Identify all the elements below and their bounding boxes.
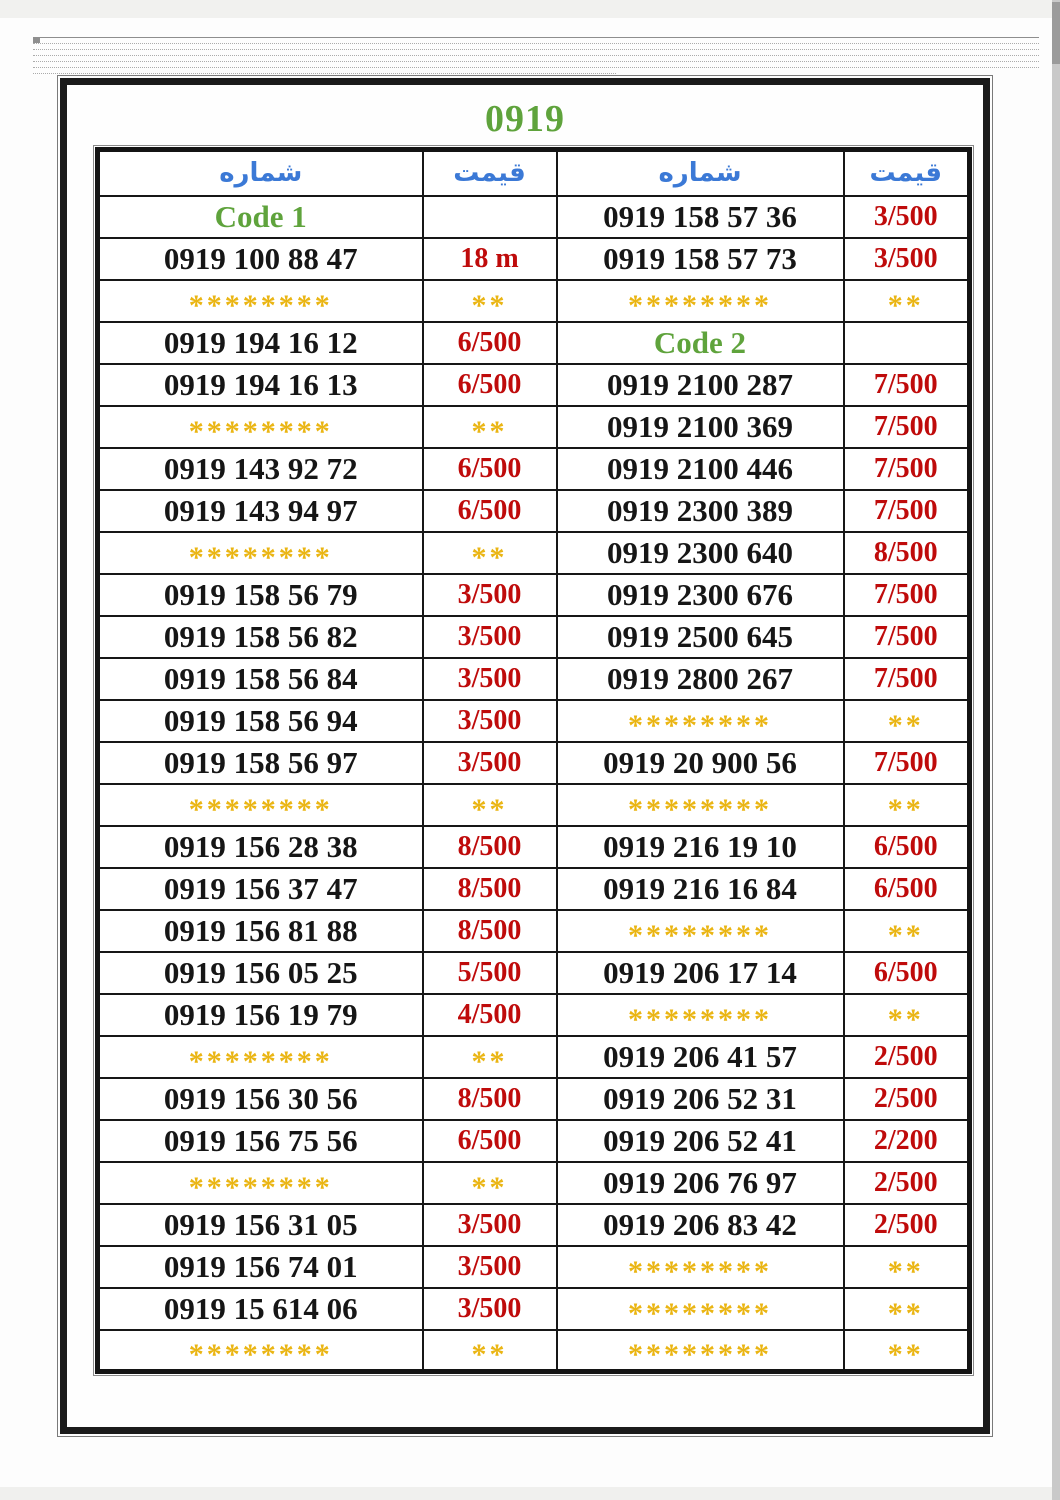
phone-number-cell-text: 0919 206 52 31 xyxy=(603,1081,797,1116)
separator-stars-cell xyxy=(423,532,557,574)
phone-number-cell xyxy=(98,322,423,364)
table-row xyxy=(98,616,970,658)
separator-stars-cell xyxy=(557,1330,844,1372)
table-row xyxy=(98,406,970,448)
separator-stars-cell xyxy=(844,1288,970,1330)
table-row xyxy=(98,1036,970,1078)
price-cell xyxy=(423,616,557,658)
price-cell xyxy=(423,658,557,700)
phone-number-cell xyxy=(557,658,844,700)
phone-number-cell xyxy=(98,490,423,532)
phone-number-cell-text: 0919 206 17 14 xyxy=(603,955,797,990)
price-cell-text: 7/500 xyxy=(873,746,938,778)
separator-stars-cell-text: ******** xyxy=(188,792,333,826)
viewer-bottom-margin-band xyxy=(0,1487,1060,1500)
document-frame xyxy=(60,78,990,1434)
phone-number-cell-text: 0919 143 94 97 xyxy=(163,493,358,528)
table-row xyxy=(98,364,970,406)
phone-number-cell xyxy=(98,994,423,1036)
table-row xyxy=(98,742,970,784)
price-cell xyxy=(423,1288,557,1330)
price-cell-text: 2/500 xyxy=(873,1082,938,1114)
phone-number-cell-text: 0919 143 92 72 xyxy=(163,451,358,486)
table-row xyxy=(98,784,970,826)
empty-cell xyxy=(423,196,557,238)
phone-number-cell-text: 0919 156 28 38 xyxy=(163,829,358,864)
phone-number-cell xyxy=(557,1036,844,1078)
price-cell xyxy=(423,1078,557,1120)
phone-number-cell xyxy=(98,952,423,994)
phone-number-cell-text: 0919 156 31 05 xyxy=(163,1207,358,1242)
table-row xyxy=(98,238,970,280)
price-cell xyxy=(844,574,970,616)
separator-stars-cell xyxy=(423,1036,557,1078)
phone-number-cell-text: 0919 15 614 06 xyxy=(163,1291,358,1326)
price-cell-text: 18 m xyxy=(460,242,519,274)
separator-stars-cell xyxy=(557,910,844,952)
price-cell xyxy=(423,574,557,616)
separator-stars-cell xyxy=(423,1330,557,1372)
phone-number-cell xyxy=(98,1078,423,1120)
price-cell-text: 3/500 xyxy=(457,662,522,694)
price-cell-text: 3/500 xyxy=(457,1292,522,1324)
phone-number-cell xyxy=(557,1162,844,1204)
price-cell xyxy=(423,238,557,280)
price-cell xyxy=(423,868,557,910)
price-cell-text: 7/500 xyxy=(873,578,938,610)
price-cell-text: 7/500 xyxy=(873,494,938,526)
price-cell xyxy=(844,658,970,700)
price-cell-text: 8/500 xyxy=(457,872,522,904)
phone-number-cell xyxy=(557,826,844,868)
price-cell-text: 8/500 xyxy=(457,914,522,946)
price-cell-text: 7/500 xyxy=(873,410,938,442)
price-cell xyxy=(844,238,970,280)
phone-number-cell xyxy=(98,238,423,280)
phone-number-cell xyxy=(557,616,844,658)
phone-number-cell-text: 0919 158 57 73 xyxy=(603,241,797,276)
price-cell xyxy=(844,952,970,994)
phone-number-cell xyxy=(557,364,844,406)
header-number-col-right: شماره xyxy=(557,150,844,196)
phone-number-cell xyxy=(98,616,423,658)
price-cell xyxy=(844,1162,970,1204)
price-cell xyxy=(844,1078,970,1120)
separator-stars-cell xyxy=(844,1246,970,1288)
price-cell xyxy=(844,196,970,238)
separator-stars-cell xyxy=(844,994,970,1036)
price-cell xyxy=(423,490,557,532)
price-cell xyxy=(844,490,970,532)
price-cell xyxy=(423,448,557,490)
price-cell-text: 6/500 xyxy=(873,956,938,988)
table-row xyxy=(98,910,970,952)
phone-number-cell xyxy=(98,448,423,490)
separator-stars-cell xyxy=(557,784,844,826)
phone-number-cell-text: 0919 156 75 56 xyxy=(163,1123,358,1158)
separator-stars-cell-text: ******** xyxy=(188,540,333,574)
phone-number-cell xyxy=(98,868,423,910)
price-cell-text: 4/500 xyxy=(457,998,522,1030)
phone-number-cell-text: 0919 206 41 57 xyxy=(603,1039,797,1074)
separator-stars-cell xyxy=(98,1330,423,1372)
phone-number-cell-text: 0919 156 37 47 xyxy=(163,871,358,906)
price-cell xyxy=(844,532,970,574)
price-cell-text: 3/500 xyxy=(457,1250,522,1282)
price-cell xyxy=(423,952,557,994)
phone-number-cell xyxy=(557,952,844,994)
separator-stars-cell-text: ******** xyxy=(188,1044,333,1078)
phone-number-cell xyxy=(98,700,423,742)
separator-stars-cell-text: ** xyxy=(471,1170,508,1204)
separator-stars-cell-text: ******** xyxy=(628,288,772,322)
code-label-cell xyxy=(557,322,844,364)
price-cell xyxy=(423,1120,557,1162)
price-cell xyxy=(844,364,970,406)
separator-stars-cell xyxy=(844,280,970,322)
code-label-cell-text: Code 2 xyxy=(653,325,747,360)
price-cell-text: 8/500 xyxy=(457,830,522,862)
table-row xyxy=(98,952,970,994)
phone-number-cell-text: 0919 206 76 97 xyxy=(603,1165,797,1200)
price-cell-text: 6/500 xyxy=(457,494,522,526)
separator-stars-cell xyxy=(98,1036,423,1078)
separator-stars-cell xyxy=(98,280,423,322)
separator-stars-cell xyxy=(844,700,970,742)
viewer-top-margin-band xyxy=(0,0,1060,18)
header-price-col-right: قیمت xyxy=(844,150,970,196)
separator-stars-cell xyxy=(423,1162,557,1204)
phone-number-cell xyxy=(557,490,844,532)
separator-stars-cell-text: ******** xyxy=(628,1337,772,1371)
price-cell-text: 6/500 xyxy=(873,872,938,904)
phone-number-cell-text: 0919 100 88 47 xyxy=(163,241,358,276)
phone-number-cell xyxy=(98,364,423,406)
separator-stars-cell xyxy=(557,280,844,322)
price-cell-text: 8/500 xyxy=(873,536,938,568)
empty-cell xyxy=(844,322,970,364)
phone-number-cell xyxy=(557,406,844,448)
separator-stars-cell xyxy=(423,406,557,448)
phone-number-cell xyxy=(98,1204,423,1246)
phone-number-cell xyxy=(98,574,423,616)
separator-stars-cell-text: ******** xyxy=(188,1170,333,1204)
price-cell xyxy=(844,1036,970,1078)
table-row xyxy=(98,1288,970,1330)
phone-number-cell xyxy=(557,238,844,280)
phone-number-cell-text: 0919 2300 676 xyxy=(607,577,793,612)
separator-stars-cell-text: ******** xyxy=(628,1296,772,1330)
price-cell-text: 2/500 xyxy=(873,1166,938,1198)
phone-number-cell xyxy=(557,448,844,490)
separator-stars-cell-text: ******** xyxy=(628,918,772,952)
separator-stars-cell xyxy=(844,1330,970,1372)
price-cell xyxy=(423,1246,557,1288)
table-row xyxy=(98,280,970,322)
separator-stars-cell-text: ******** xyxy=(188,288,333,322)
price-cell xyxy=(423,910,557,952)
price-cell-text: 3/500 xyxy=(873,242,938,274)
phone-number-cell-text: 0919 158 56 94 xyxy=(163,703,358,738)
separator-stars-cell xyxy=(844,910,970,952)
table-row xyxy=(98,1246,970,1288)
price-cell-text: 6/500 xyxy=(457,368,522,400)
table-row xyxy=(98,322,970,364)
phone-number-cell-text: 0919 194 16 12 xyxy=(163,325,358,360)
price-table-body xyxy=(98,196,970,1372)
phone-number-cell xyxy=(98,1246,423,1288)
scrollbar[interactable] xyxy=(1052,0,1060,1500)
price-cell xyxy=(844,742,970,784)
separator-stars-cell-text: ** xyxy=(887,918,924,952)
separator-stars-cell-text: ** xyxy=(887,1337,924,1371)
price-cell xyxy=(844,448,970,490)
separator-stars-cell xyxy=(98,784,423,826)
phone-number-cell-text: 0919 194 16 13 xyxy=(163,367,358,402)
phone-number-cell-text: 0919 158 56 82 xyxy=(163,619,358,654)
price-cell xyxy=(844,1120,970,1162)
table-row xyxy=(98,574,970,616)
separator-stars-cell-text: ** xyxy=(471,792,508,826)
phone-number-cell-text: 0919 158 56 97 xyxy=(163,745,358,780)
separator-stars-cell-text: ** xyxy=(887,1254,924,1288)
phone-number-cell-text: 0919 2500 645 xyxy=(607,619,793,654)
price-cell xyxy=(423,700,557,742)
table-row xyxy=(98,532,970,574)
phone-number-cell-text: 0919 2300 389 xyxy=(607,493,793,528)
price-cell-text: 3/500 xyxy=(457,746,522,778)
price-cell-text: 5/500 xyxy=(457,956,522,988)
code-label-cell-text: Code 1 xyxy=(214,199,307,234)
price-cell-text: 2/500 xyxy=(873,1040,938,1072)
phone-number-cell-text: 0919 2100 287 xyxy=(607,367,793,402)
separator-stars-cell-text: ******** xyxy=(628,792,772,826)
phone-number-cell-text: 0919 2100 446 xyxy=(607,451,793,486)
artifact-mark xyxy=(33,37,40,43)
price-cell xyxy=(423,742,557,784)
scrollbar-thumb[interactable] xyxy=(1052,2,1060,64)
price-cell-text: 3/500 xyxy=(873,200,938,232)
phone-number-cell-text: 0919 156 05 25 xyxy=(163,955,358,990)
price-cell-text: 3/500 xyxy=(457,578,522,610)
price-cell xyxy=(844,868,970,910)
phone-number-cell xyxy=(98,910,423,952)
phone-number-cell xyxy=(98,658,423,700)
table-row xyxy=(98,658,970,700)
phone-number-cell xyxy=(557,1204,844,1246)
phone-number-cell-text: 0919 158 57 36 xyxy=(603,199,797,234)
separator-stars-cell-text: ** xyxy=(471,414,508,448)
table-row xyxy=(98,1204,970,1246)
header-price-col-left: قیمت xyxy=(423,150,557,196)
price-cell-text: 7/500 xyxy=(873,620,938,652)
phone-number-cell xyxy=(557,1120,844,1162)
price-cell-text: 6/500 xyxy=(457,452,522,484)
separator-stars-cell-text: ** xyxy=(887,1002,924,1036)
page-title: 0919 xyxy=(485,98,565,140)
phone-number-cell xyxy=(557,868,844,910)
table-row xyxy=(98,1162,970,1204)
separator-stars-cell-text: ** xyxy=(471,288,508,322)
phone-number-cell-text: 0919 2300 640 xyxy=(607,535,793,570)
table-row xyxy=(98,490,970,532)
price-cell-text: 6/500 xyxy=(457,326,522,358)
phone-number-cell xyxy=(557,742,844,784)
table-row xyxy=(98,1330,970,1372)
price-cell-text: 6/500 xyxy=(457,1124,522,1156)
separator-stars-cell xyxy=(98,1162,423,1204)
compressed-ruled-lines xyxy=(33,37,1039,79)
price-cell xyxy=(423,322,557,364)
price-cell-text: 7/500 xyxy=(873,452,938,484)
phone-number-cell-text: 0919 2100 369 xyxy=(607,409,793,444)
phone-number-cell-text: 0919 20 900 56 xyxy=(603,745,797,780)
price-cell xyxy=(844,616,970,658)
price-cell-text: 6/500 xyxy=(873,830,938,862)
phone-number-cell xyxy=(98,826,423,868)
table-header-row xyxy=(98,150,970,196)
phone-number-cell xyxy=(557,574,844,616)
table-row xyxy=(98,826,970,868)
separator-stars-cell-text: ******** xyxy=(628,1254,772,1288)
separator-stars-cell-text: ** xyxy=(471,540,508,574)
price-cell-text: 7/500 xyxy=(873,368,938,400)
phone-number-cell xyxy=(98,1288,423,1330)
phone-number-cell xyxy=(98,1120,423,1162)
phone-number-cell-text: 0919 158 56 84 xyxy=(163,661,358,696)
separator-stars-cell xyxy=(557,1246,844,1288)
separator-stars-cell-text: ** xyxy=(887,792,924,826)
phone-number-cell-text: 0919 2800 267 xyxy=(607,661,793,696)
price-table xyxy=(95,147,972,1374)
table-row xyxy=(98,994,970,1036)
phone-number-cell-text: 0919 206 83 42 xyxy=(603,1207,797,1242)
price-cell-text: 3/500 xyxy=(457,620,522,652)
phone-number-cell-text: 0919 156 30 56 xyxy=(163,1081,358,1116)
price-cell xyxy=(423,364,557,406)
phone-number-cell-text: 0919 156 74 01 xyxy=(163,1249,358,1284)
header-number-col-left: شماره xyxy=(98,150,423,196)
phone-number-cell-text: 0919 156 81 88 xyxy=(163,913,358,948)
price-cell xyxy=(423,1204,557,1246)
price-cell-text: 2/500 xyxy=(873,1208,938,1240)
separator-stars-cell xyxy=(98,406,423,448)
phone-number-cell-text: 0919 206 52 41 xyxy=(603,1123,797,1158)
price-cell-text: 3/500 xyxy=(457,704,522,736)
separator-stars-cell xyxy=(423,280,557,322)
separator-stars-cell-text: ** xyxy=(471,1337,508,1371)
table-row xyxy=(98,1078,970,1120)
price-cell-text: 8/500 xyxy=(457,1082,522,1114)
separator-stars-cell xyxy=(844,784,970,826)
phone-number-cell xyxy=(557,1078,844,1120)
separator-stars-cell-text: ******** xyxy=(188,414,333,448)
price-cell-text: 3/500 xyxy=(457,1208,522,1240)
phone-number-cell-text: 0919 216 16 84 xyxy=(603,871,797,906)
separator-stars-cell-text: ** xyxy=(887,708,924,742)
price-cell xyxy=(423,826,557,868)
phone-number-cell xyxy=(98,742,423,784)
separator-stars-cell-text: ******** xyxy=(628,708,772,742)
separator-stars-cell-text: ** xyxy=(887,1296,924,1330)
separator-stars-cell xyxy=(557,1288,844,1330)
phone-number-cell-text: 0919 156 19 79 xyxy=(163,997,358,1032)
table-row xyxy=(98,700,970,742)
code-label-cell xyxy=(98,196,423,238)
separator-stars-cell xyxy=(557,700,844,742)
separator-stars-cell-text: ** xyxy=(887,288,924,322)
table-row xyxy=(98,1120,970,1162)
price-cell xyxy=(423,994,557,1036)
separator-stars-cell xyxy=(557,994,844,1036)
price-cell xyxy=(844,406,970,448)
separator-stars-cell-text: ******** xyxy=(628,1002,772,1036)
table-row xyxy=(98,196,970,238)
separator-stars-cell xyxy=(98,532,423,574)
price-cell-text: 7/500 xyxy=(873,662,938,694)
separator-stars-cell xyxy=(423,784,557,826)
separator-stars-cell-text: ** xyxy=(471,1044,508,1078)
price-cell-text: 2/200 xyxy=(873,1124,938,1156)
phone-number-cell-text: 0919 216 19 10 xyxy=(603,829,797,864)
table-row xyxy=(98,868,970,910)
table-row xyxy=(98,448,970,490)
price-cell xyxy=(844,1204,970,1246)
phone-number-cell xyxy=(557,532,844,574)
phone-number-cell xyxy=(557,196,844,238)
phone-number-cell-text: 0919 158 56 79 xyxy=(163,577,358,612)
price-cell xyxy=(844,826,970,868)
separator-stars-cell-text: ******** xyxy=(188,1337,333,1371)
